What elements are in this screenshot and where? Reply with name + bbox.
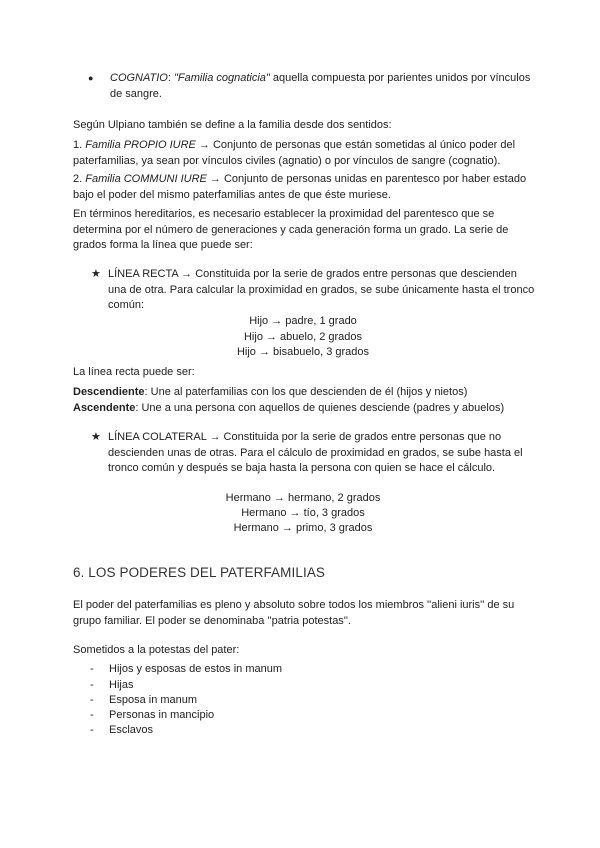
cognatio-text — [110, 71, 538, 102]
section-heading: 6. LOS PODERES DEL PATERFAMILIAS — [73, 565, 326, 580]
sometidos-intro: Sometidos a la potestas del pater: — [73, 644, 240, 656]
dash-icon: - — [90, 694, 94, 706]
ascendente-term: Ascendente — [73, 402, 136, 414]
list-item-text: Hijos y esposas de estos in manum — [109, 663, 283, 675]
propio-iure-term: Familia PROPIO IURE — [85, 139, 196, 151]
cognatio-bullet-item — [88, 71, 538, 102]
cognatio-rest: aquella compuesta por parientes unidos por vínculos de sangre. — [110, 72, 531, 100]
list-item — [90, 693, 197, 709]
ulpiano-intro: Según Ulpiano también se define a la familia desde dos sentidos: — [73, 119, 392, 131]
hereditarios-paragraph: En términos hereditarios, es necesario establecer la proximidad del parentesco que se determina por el número de generaciones y cada generación forma un grado. La serie de grados forma la línea que puede ser: — [73, 208, 509, 251]
colateral-example: Hermano → tío, 3 grados — [241, 507, 365, 519]
list-item — [90, 723, 153, 739]
linea-recta-item — [91, 267, 537, 314]
linea-colateral-desc: Constituida por la serie de grados entre personas que no descienden unas de otras. Para el cálculo de proximidad en grados, se sube hasta el tronco común y después se baja hasta la persona con quien se hace el cálculo. — [108, 431, 523, 474]
star-icon: ★ — [91, 431, 101, 443]
cognatio-quote: "Familia cognaticia" — [173, 72, 270, 84]
item-number: 1. — [73, 139, 86, 151]
descendiente-line — [73, 385, 533, 401]
linea-colateral-title: LÍNEA COLATERAL → — [108, 431, 221, 443]
linea-colateral-text — [108, 430, 537, 477]
descendiente-text: : Une al paterfamilias con los que descienden de él (hijos y nietos) — [144, 386, 468, 398]
linea-recta-desc: Constituida por la serie de grados entre personas que descienden una de otra. Para calcular la proximidad en grados, se sube únicamente hasta el tronco común: — [108, 268, 535, 311]
list-item — [90, 678, 133, 694]
colon: : — [167, 72, 174, 84]
recta-example: Hijo → padre, 1 grado — [249, 315, 357, 327]
list-item-text: Personas in mancipio — [109, 709, 215, 721]
dash-icon: - — [90, 709, 94, 721]
communi-iure-term: Familia COMMUNI IURE — [85, 173, 207, 185]
item-number: 2. — [73, 173, 86, 185]
list-item-text: Esposa in manum — [109, 694, 198, 706]
communi-iure-item — [73, 172, 533, 203]
dash-icon: - — [90, 679, 94, 691]
colateral-example: Hermano → primo, 3 grados — [233, 522, 373, 534]
linea-recta-title: LÍNEA RECTA → — [108, 268, 193, 280]
linea-recta-text — [108, 267, 537, 314]
dash-icon: - — [90, 724, 94, 736]
recta-example: Hijo → bisabuelo, 3 grados — [236, 346, 370, 358]
linea-colateral-item — [91, 430, 537, 477]
recta-puede-ser: La línea recta puede ser: — [73, 366, 195, 378]
dash-icon: - — [90, 663, 94, 675]
communi-iure-text: → Conjunto de personas unidas en parentesco por haber estado bajo el poder del mismo paterfamilias antes de que éste muriese. — [73, 173, 527, 201]
ascendente-line — [73, 401, 533, 417]
list-item-text: Hijas — [109, 679, 134, 691]
list-item — [90, 708, 214, 724]
colateral-example: Hermano → hermano, 2 grados — [225, 492, 381, 504]
propio-iure-text: → Conjunto de personas que están sometidas al único poder del paterfamilias, ya sean por vínculos civiles (agnatio) o por vínculos de sangre (cognatio). — [73, 139, 516, 167]
ascendente-text: : Une a una persona con aquellos de quienes desciende (padres y abuelos) — [135, 402, 505, 414]
bullet-icon: ● — [88, 73, 94, 83]
descendiente-term: Descendiente — [73, 386, 145, 398]
recta-example: Hijo → abuelo, 2 grados — [243, 331, 362, 343]
poder-paragraph: El poder del paterfamilias es pleno y absoluto sobre todos los miembros ''alieni iuris'' de su grupo familiar. El poder se denominaba ''patria potestas''. — [73, 599, 515, 627]
star-icon: ★ — [91, 268, 101, 280]
cognatio-term: COGNATIO — [110, 72, 168, 84]
propio-iure-item — [73, 138, 533, 169]
list-item — [90, 662, 282, 678]
list-item-text: Esclavos — [109, 724, 154, 736]
